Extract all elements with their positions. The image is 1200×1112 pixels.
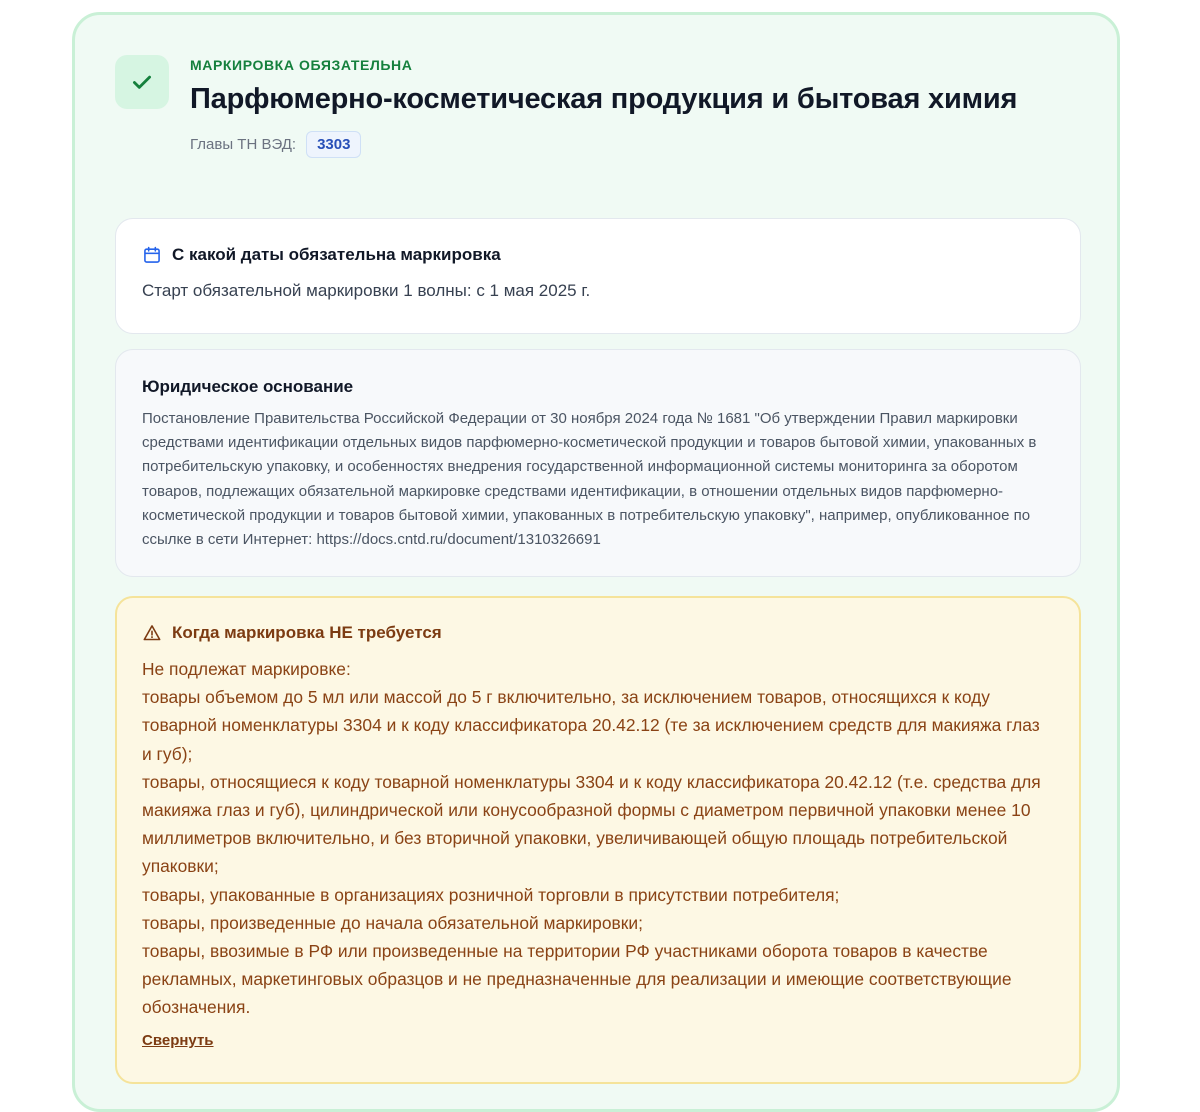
start-date-panel <box>115 218 1081 334</box>
list-item: товары, произведенные до начала обязательной маркировки; <box>142 912 643 933</box>
legal-basis-text: Постановление Правительства Российской Федерации от 30 ноября 2024 года № 1681 "Об утверждении Правил маркировки средствами идентификации отдельных видов парфюмерно-косметической продукции и товаров бытовой химии, упакованных в потребительскую упаковку, и особенностях внедрения государственной информационной системы мониторинга за оборотом товаров, подлежащих обязательной маркировке средствами идентификации, в отношении отдельных видов парфюмерно-косметической продукции и товаров бытовой химии, упакованных в потребительскую упаковку", например, опубликованное по ссылке в сети Интернет: https://docs.cntd.ru/document/1310326691 <box>142 410 1037 549</box>
chapters-label: Главы ТН ВЭД: <box>190 136 297 153</box>
tnved-chapters <box>190 131 1070 158</box>
collapse-link[interactable]: Свернуть <box>142 1031 214 1049</box>
exemptions-intro: Не подлежат маркировке: <box>142 659 351 679</box>
calendar-icon <box>142 245 162 265</box>
exemptions-section-title: Когда маркировка НЕ требуется <box>172 623 442 642</box>
date-section-title: С какой даты обязательна маркировка <box>172 245 501 264</box>
status-badge <box>115 55 169 109</box>
page-title: Парфюмерно-косметическая продукция и бытовая химия <box>190 83 1018 115</box>
list-item: товары, упакованные в организациях розничной торговли в присутствии потребителя; <box>142 884 840 905</box>
legal-basis-panel <box>115 349 1081 577</box>
status-label: МАРКИРОВКА ОБЯЗАТЕЛЬНА <box>190 57 413 73</box>
list-item: товары, ввозимые в РФ или произведенные на территории РФ участниками оборота товаров в качестве рекламных, маркетинговых образцов и не предназначенные для реализации и имеющие соответствующие обозначения. <box>142 941 1012 1018</box>
exemptions-list <box>142 655 1054 1022</box>
start-date-text: Старт обязательной маркировки 1 волны: с 1 мая 2025 г. <box>142 281 591 300</box>
card-header <box>190 56 1070 158</box>
legal-section-title: Юридическое основание <box>142 377 354 396</box>
check-icon <box>129 69 155 95</box>
list-item: товары объемом до 5 мл или массой до 5 г включительно, за исключением товаров, относящихся к коду товарной номенклатуры 3304 и к коду классификатора 20.42.12 (те за исключением средств для макияжа глаз и губ); <box>142 687 1040 764</box>
list-item: товары, относящиеся к коду товарной номенклатуры 3304 и к коду классификатора 20.42.12 (т.е. средства для макияжа глаз и губ), цилиндрической или конусообразной формы с диаметром первичной упаковки менее 10 миллиметров включительно, и без вторичной упаковки, увеличивающей общую площадь потребительской упаковки; <box>142 771 1041 877</box>
marking-category-card <box>72 12 1120 1112</box>
exemptions-panel <box>115 596 1081 1084</box>
chapter-code-badge: 3303 <box>306 131 361 158</box>
warning-triangle-icon <box>142 623 162 643</box>
